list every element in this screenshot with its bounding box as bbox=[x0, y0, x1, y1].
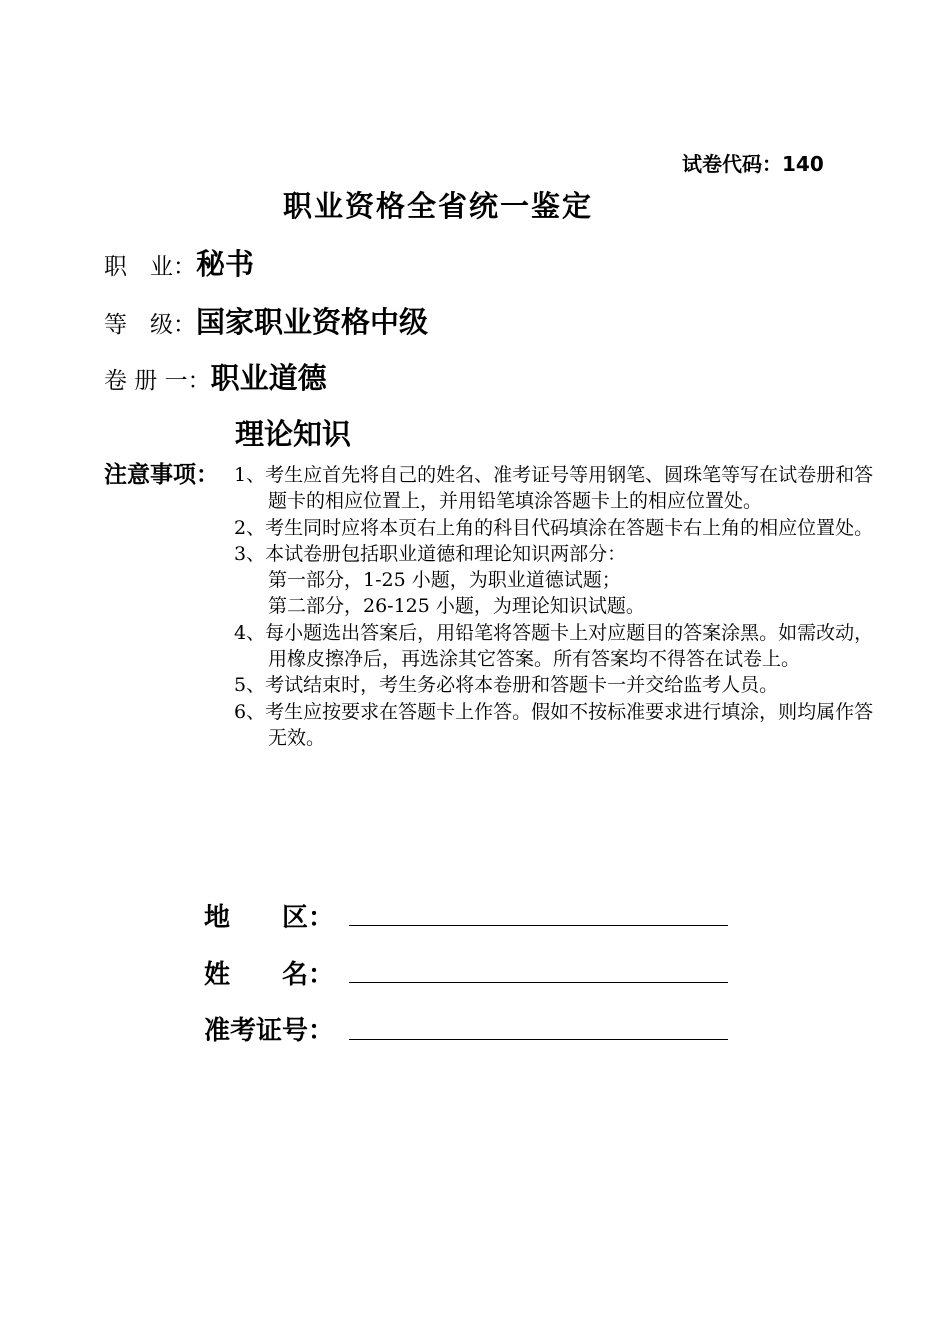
occupation-label: 职 业： bbox=[104, 254, 196, 280]
note-item: 6、考生应按要求在答题卡上作答。假如不按标准要求进行填涂，则均属作答无效。 bbox=[234, 700, 874, 749]
level-value: 国家职业资格中级 bbox=[196, 305, 429, 339]
paper-code: 试卷代码：140 bbox=[682, 152, 824, 176]
volume-value-2: 理论知识 bbox=[235, 417, 352, 451]
name-fill-line bbox=[349, 982, 728, 983]
level-row bbox=[104, 300, 428, 341]
volume-row bbox=[104, 356, 327, 397]
level-label: 等 级： bbox=[104, 312, 196, 338]
note-item: 4、每小题选出答案后，用铅笔将答题卡上对应题目的答案涂黑。如需改动，用橡皮擦净后，再选涂其它答案。所有答案均不得答在试卷上。 bbox=[234, 621, 874, 671]
note-subitem: 第一部分，1-25 小题，为职业道德试题； bbox=[268, 569, 621, 592]
volume-value: 职业道德 bbox=[210, 361, 327, 395]
volume-label: 卷 册 一： bbox=[104, 368, 211, 394]
occupation-row bbox=[104, 242, 254, 283]
note-item: 1、考生应首先将自己的姓名、准考证号等用钢笔、圆珠笔等写在试卷册和答题卡的相应位置上，并用铅笔填涂答题卡上的相应位置处。 bbox=[234, 464, 874, 513]
notes-heading: 注意事项： bbox=[104, 462, 219, 488]
note-subitem: 第二部分，26-125 小题，为理论知识试题。 bbox=[268, 595, 645, 618]
region-label: 地 区： bbox=[204, 903, 335, 933]
note-item: 3、本试卷册包括职业道德和理论知识两部分： bbox=[234, 542, 627, 565]
exam-id-label: 准考证号： bbox=[204, 1016, 335, 1046]
name-label: 姓 名： bbox=[204, 960, 335, 990]
region-fill-line bbox=[349, 925, 728, 926]
note-item: 5、考试结束时，考生务必将本卷册和答题卡一并交给监考人员。 bbox=[234, 674, 779, 697]
note-item: 2、考生同时应将本页右上角的科目代码填涂在答题卡右上角的相应位置处。 bbox=[234, 516, 874, 539]
occupation-value: 秘书 bbox=[196, 247, 255, 281]
exam-id-fill-line bbox=[349, 1039, 728, 1040]
page-title: 职业资格全省统一鉴定 bbox=[283, 189, 594, 223]
notes-list bbox=[234, 462, 874, 751]
